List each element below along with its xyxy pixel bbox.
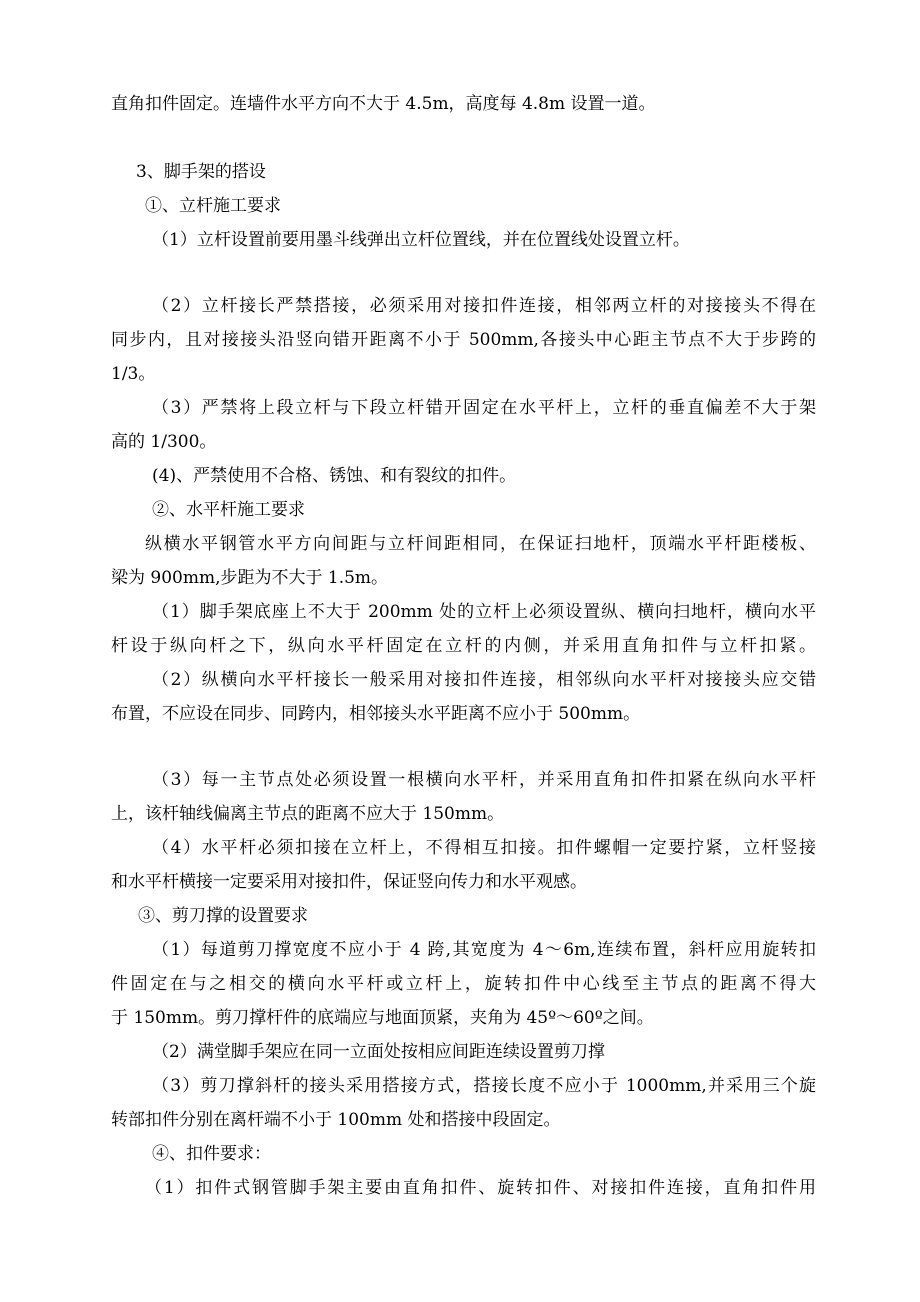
text-line: 1/3。: [111, 364, 156, 384]
text-line: 同步内，且对接接头沿竖向错开距离不小于 500mm,各接头中心距主节点不大于步跨的: [111, 330, 816, 350]
subsection-heading: ①、立杆施工要求: [145, 196, 281, 216]
subsection-heading: ②、水平杆施工要求: [152, 500, 305, 520]
text-line: （2）满堂脚手架应在同一立面处按相应间距连续设置剪刀撑: [152, 1042, 605, 1062]
text-line: （4）水平杆必须扣接在立杆上，不得相互扣接。扣件螺帽一定要拧紧，立杆竖接: [152, 838, 816, 858]
text-line: 上，该杆轴线偏离主节点的距离不应大于 150mm。: [111, 804, 505, 824]
text-line: （2）立杆接长严禁搭接，必须采用对接扣件连接，相邻两立杆的对接接头不得在: [152, 296, 816, 316]
text-line: 和水平杆横接一定要采用对接扣件，保证竖向传力和水平观感。: [111, 872, 587, 892]
text-line: 纵横水平钢管水平方向间距与立杆间距相同，在保证扫地杆，顶端水平杆距楼板、: [145, 534, 816, 554]
text-line: （2）纵横向水平杆接长一般采用对接扣件连接，相邻纵向水平杆对接接头应交错: [152, 670, 816, 690]
text-line: 梁为 900mm,步距为不大于 1.5m。: [111, 568, 389, 588]
subsection-heading: ④、扣件要求：: [152, 1144, 271, 1164]
text-line: （1）扣件式钢管脚手架主要由直角扣件、旋转扣件、对接扣件连接，直角扣件用: [145, 1178, 816, 1198]
text-line: （1）立杆设置前要用墨斗线弹出立杆位置线，并在位置线处设置立杆。: [152, 230, 690, 250]
text-line: 高的 1/300。: [111, 432, 217, 452]
text-line: 于 150mm。剪刀撑杆件的底端应与地面顶紧，夹角为 45º～60º之间。: [111, 1008, 654, 1028]
section-heading: 3、脚手架的搭设: [136, 162, 266, 182]
text-line: 杆设于纵向杆之下，纵向水平杆固定在立杆的内侧，并采用直角扣件与立杆扣紧。: [111, 636, 816, 656]
text-line: （1）脚手架底座上不大于 200mm 处的立杆上必须设置纵、横向扫地杆，横向水平: [152, 602, 816, 622]
text-line: 布置，不应设在同步、同跨内，相邻接头水平距离不应小于 500mm。: [111, 704, 641, 724]
text-line: （1）每道剪刀撑宽度不应小于 4 跨,其宽度为 4～6m,连续布置，斜杆应用旋转扣: [152, 940, 816, 960]
subsection-heading: ③、剪刀撑的设置要求: [138, 906, 308, 926]
text-line: (4)、严禁使用不合格、锈蚀、和有裂纹的扣件。: [152, 466, 517, 486]
text-line: （3）每一主节点处必须设置一根横向水平杆，并采用直角扣件扣紧在纵向水平杆: [152, 770, 816, 790]
text-line: 直角扣件固定。连墙件水平方向不大于 4.5m，高度每 4.8m 设置一道。: [111, 94, 656, 114]
text-line: 件固定在与之相交的横向水平杆或立杆上，旋转扣件中心线至主节点的距离不得大: [111, 974, 816, 994]
text-line: （3）严禁将上段立杆与下段立杆错开固定在水平杆上，立杆的垂直偏差不大于架: [152, 398, 816, 418]
text-line: （3）剪刀撑斜杆的接头采用搭接方式，搭接长度不应小于 1000mm,并采用三个旋: [152, 1076, 816, 1096]
text-line: 转部扣件分别在离杆端不小于 100mm 处和搭接中段固定。: [111, 1110, 561, 1130]
